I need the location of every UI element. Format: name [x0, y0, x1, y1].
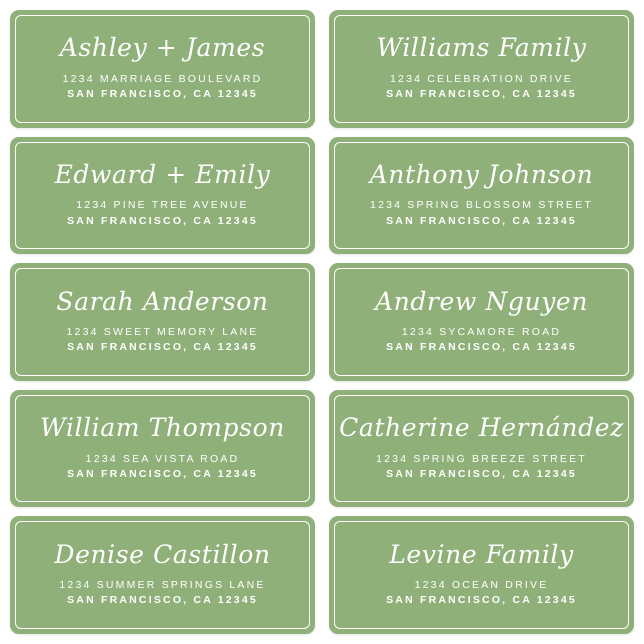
label-city: SAN FRANCISCO, CA 12345: [67, 594, 258, 607]
label-name: Levine Family: [389, 539, 574, 569]
label-city: SAN FRANCISCO, CA 12345: [386, 341, 577, 354]
label-name: Anthony Johnson: [369, 160, 594, 190]
label-street: 1234 SYCAMORE ROAD: [401, 325, 562, 338]
label-name: Sarah Anderson: [56, 286, 269, 316]
label-street: 1234 SUMMER SPRINGS LANE: [59, 579, 266, 592]
address-label: [10, 516, 315, 634]
label-street: 1234 PINE TREE AVENUE: [76, 199, 249, 212]
label-name: Williams Family: [376, 33, 587, 63]
address-label: [10, 10, 315, 128]
label-street: 1234 OCEAN DRIVE: [414, 579, 549, 592]
address-label: [329, 516, 634, 634]
address-label: [329, 263, 634, 381]
label-name: William Thompson: [40, 413, 285, 443]
label-city: SAN FRANCISCO, CA 12345: [67, 467, 258, 480]
label-city: SAN FRANCISCO, CA 12345: [386, 467, 577, 480]
address-label: [10, 263, 315, 381]
address-label: [329, 10, 634, 128]
label-street: 1234 SPRING BLOSSOM STREET: [370, 199, 593, 212]
label-city: SAN FRANCISCO, CA 12345: [386, 87, 577, 100]
label-city: SAN FRANCISCO, CA 12345: [386, 594, 577, 607]
label-street: 1234 SPRING BREEZE STREET: [376, 452, 587, 465]
label-street: 1234 SWEET MEMORY LANE: [66, 325, 259, 338]
label-street: 1234 SEA VISTA ROAD: [85, 452, 240, 465]
label-city: SAN FRANCISCO, CA 12345: [67, 87, 258, 100]
label-city: SAN FRANCISCO, CA 12345: [386, 214, 577, 227]
label-name: Edward + Emily: [54, 160, 271, 190]
address-label: [10, 137, 315, 255]
address-label: [329, 137, 634, 255]
label-city: SAN FRANCISCO, CA 12345: [67, 341, 258, 354]
address-label: [10, 390, 315, 508]
label-name: Denise Castillon: [54, 539, 271, 569]
label-name: Ashley + James: [59, 33, 266, 63]
address-label: [329, 390, 634, 508]
label-street: 1234 CELEBRATION DRIVE: [389, 72, 573, 85]
label-name: Catherine Hernández: [339, 413, 624, 443]
label-street: 1234 MARRIAGE BOULEVARD: [62, 72, 263, 85]
label-city: SAN FRANCISCO, CA 12345: [67, 214, 258, 227]
label-name: Andrew Nguyen: [374, 286, 589, 316]
